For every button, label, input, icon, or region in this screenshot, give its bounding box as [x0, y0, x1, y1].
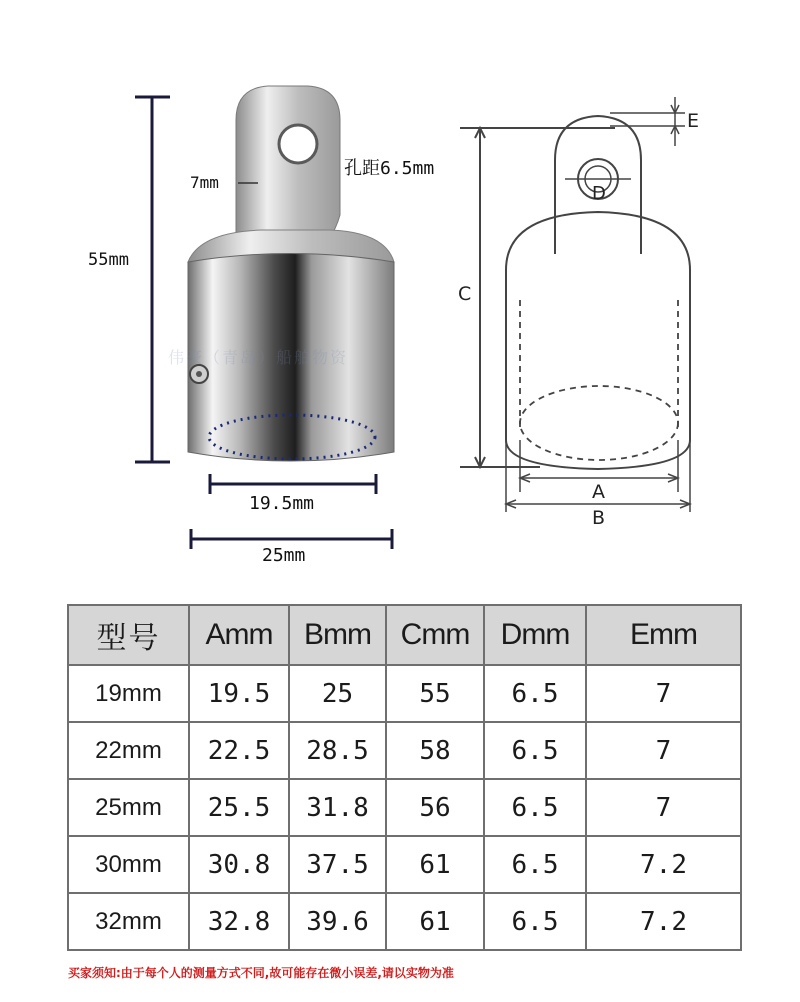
- label-b: B: [592, 507, 606, 529]
- cell-a: 30.8: [189, 836, 289, 893]
- cell-b: 31.8: [289, 779, 386, 836]
- cell-model: 25mm: [68, 779, 189, 836]
- header-d: Dmm: [484, 605, 586, 665]
- inner-diameter-label: 19.5mm: [249, 493, 315, 514]
- label-e: E: [687, 110, 700, 132]
- table-row: [68, 893, 741, 950]
- cell-model: 22mm: [68, 722, 189, 779]
- hole-spacing-label: 孔距6.5mm: [344, 158, 435, 179]
- buyer-note: 买家须知:由于每个人的测量方式不同,故可能存在微小误差,请以实物为准: [68, 966, 454, 980]
- header-c: Cmm: [386, 605, 484, 665]
- label-d: D: [592, 183, 606, 204]
- ear-width-label: 7mm: [190, 173, 219, 192]
- cell-b: 39.6: [289, 893, 386, 950]
- cell-a: 25.5: [189, 779, 289, 836]
- cell-e: 7.2: [586, 893, 741, 950]
- cell-d: 6.5: [484, 836, 586, 893]
- cell-d: 6.5: [484, 893, 586, 950]
- height-label: 55mm: [88, 250, 129, 270]
- header-e: Emm: [586, 605, 741, 665]
- cell-d: 6.5: [484, 722, 586, 779]
- cell-b: 25: [289, 665, 386, 722]
- product-photo: [0, 0, 440, 590]
- cell-model: 30mm: [68, 836, 189, 893]
- cell-model: 32mm: [68, 893, 189, 950]
- cell-a: 32.8: [189, 893, 289, 950]
- header-b: Bmm: [289, 605, 386, 665]
- set-screw-socket: [196, 371, 202, 377]
- table-row: [68, 722, 741, 779]
- table-row: [68, 836, 741, 893]
- diagram-body-top: [506, 212, 690, 270]
- table-row: [68, 665, 741, 722]
- cell-c: 55: [386, 665, 484, 722]
- cell-e: 7: [586, 722, 741, 779]
- cell-d: 6.5: [484, 779, 586, 836]
- technical-diagram: [440, 0, 770, 590]
- inner-dimension: [210, 474, 376, 494]
- cell-d: 6.5: [484, 665, 586, 722]
- label-a: A: [592, 481, 605, 503]
- cell-c: 56: [386, 779, 484, 836]
- ear-hole: [279, 125, 317, 163]
- cell-e: 7: [586, 665, 741, 722]
- header-a: Amm: [189, 605, 289, 665]
- table-row: [68, 779, 741, 836]
- cell-a: 22.5: [189, 722, 289, 779]
- cell-c: 58: [386, 722, 484, 779]
- spec-table: [67, 604, 742, 951]
- table-header-row: [68, 605, 741, 665]
- height-dimension: [135, 97, 170, 462]
- cell-c: 61: [386, 893, 484, 950]
- cell-b: 28.5: [289, 722, 386, 779]
- cell-a: 19.5: [189, 665, 289, 722]
- cell-e: 7: [586, 779, 741, 836]
- watermark-text: 伟豪（青岛）船舶物资: [168, 348, 349, 367]
- cell-c: 61: [386, 836, 484, 893]
- cell-model: 19mm: [68, 665, 189, 722]
- diagram-inner-bore: [520, 300, 678, 460]
- label-c: C: [458, 283, 472, 305]
- header-model: 型号: [68, 605, 189, 665]
- cell-b: 37.5: [289, 836, 386, 893]
- outer-diameter-label: 25mm: [262, 545, 306, 566]
- cell-e: 7.2: [586, 836, 741, 893]
